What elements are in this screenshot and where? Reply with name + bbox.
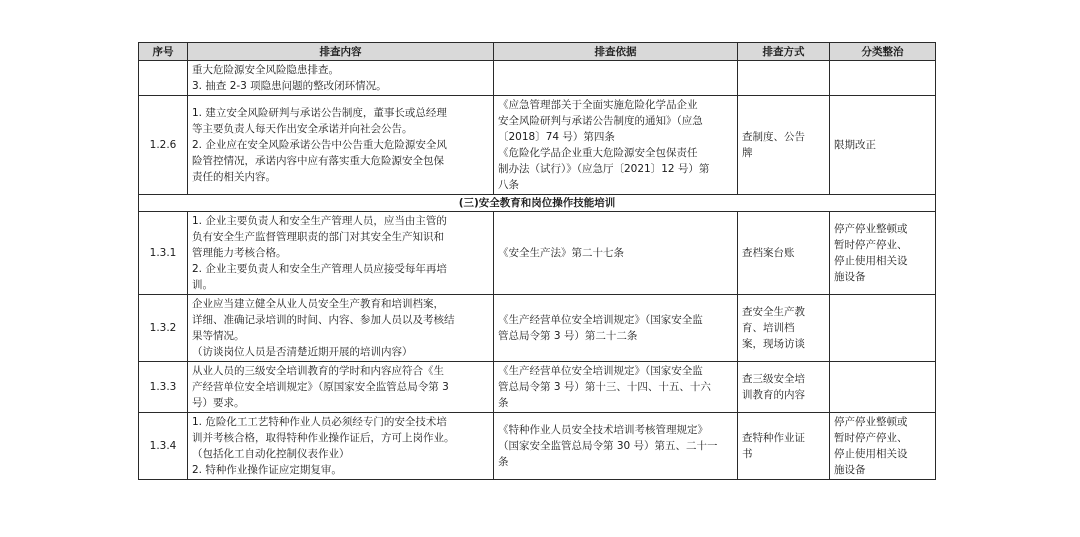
action-cell bbox=[830, 362, 936, 413]
basis-cell-line: （国家安全监管总局令第 30 号）第五、二十一 bbox=[498, 440, 718, 452]
basis-cell-line: 《生产经营单位安全培训规定》（国家安全监 bbox=[498, 365, 703, 377]
content-cell bbox=[188, 295, 494, 362]
method-cell bbox=[738, 295, 830, 362]
table-row bbox=[139, 96, 936, 195]
header-basis: 排查依据 bbox=[494, 43, 738, 61]
content-cell-line: 2. 特种作业操作证应定期复审。 bbox=[192, 464, 342, 476]
content-cell-line: 3. 抽查 2-3 项隐患问题的整改闭环情况。 bbox=[192, 80, 387, 92]
content-cell-line: 1. 危险化工工艺特种作业人员必须经专门的安全技术培 bbox=[192, 416, 447, 428]
action-cell bbox=[830, 96, 936, 195]
action-cell bbox=[830, 413, 936, 480]
basis-cell-line: 《安全生产法》第二十七条 bbox=[498, 247, 624, 259]
action-cell-line: 停产停业整顿或 bbox=[834, 416, 908, 428]
basis-cell-line: 条 bbox=[498, 397, 509, 409]
action-cell-line: 暂时停产停业、 bbox=[834, 432, 908, 444]
row-number bbox=[139, 61, 188, 96]
content-cell-line: 果等情况。 bbox=[192, 330, 245, 342]
content-cell-line: 2. 企业应在安全风险承诺公告中公告重大危险源安全风 bbox=[192, 139, 447, 151]
content-cell bbox=[188, 96, 494, 195]
action-cell bbox=[830, 61, 936, 96]
method-cell-line: 训教育的内容 bbox=[742, 389, 805, 401]
method-cell-line: 书 bbox=[742, 448, 753, 460]
basis-cell-line: 管总局令第 3 号）第十三、十四、十五、十六 bbox=[498, 381, 711, 393]
content-cell bbox=[188, 61, 494, 96]
table-header-row bbox=[139, 43, 936, 61]
content-cell-line: 产经营单位安全培训规定》（原国家安全监管总局令第 3 bbox=[192, 381, 449, 393]
method-cell bbox=[738, 413, 830, 480]
action-cell bbox=[830, 212, 936, 295]
action-cell-line: 施设备 bbox=[834, 271, 866, 283]
action-cell-line: 限期改正 bbox=[834, 139, 876, 151]
basis-cell-line: 《特种作业人员安全技术培训考核管理规定》 bbox=[498, 424, 708, 436]
action-cell-line: 停止使用相关设 bbox=[834, 255, 908, 267]
basis-cell-line: 〔2018〕74 号）第四条 bbox=[498, 131, 615, 143]
content-cell-line: 详细、准确记录培训的时间、内容、参加人员以及考核结 bbox=[192, 314, 455, 326]
row-number: 1.3.1 bbox=[139, 212, 188, 295]
content-cell-line: 训。 bbox=[192, 279, 213, 291]
basis-cell bbox=[494, 413, 738, 480]
row-number: 1.3.3 bbox=[139, 362, 188, 413]
content-cell-line: （访谈岗位人员是否清楚近期开展的培训内容） bbox=[192, 346, 413, 358]
action-cell-line: 暂时停产停业、 bbox=[834, 239, 908, 251]
header-method: 排查方式 bbox=[738, 43, 830, 61]
method-cell-line: 查特种作业证 bbox=[742, 432, 805, 444]
content-cell bbox=[188, 413, 494, 480]
inspection-table bbox=[138, 42, 936, 480]
content-cell-line: （包括化工自动化控制仪表作业） bbox=[192, 448, 350, 460]
content-cell-line: 号）要求。 bbox=[192, 397, 245, 409]
method-cell bbox=[738, 362, 830, 413]
content-cell-line: 训并考核合格，取得特种作业操作证后，方可上岗作业。 bbox=[192, 432, 455, 444]
row-number: 1.3.2 bbox=[139, 295, 188, 362]
basis-cell-line: 条 bbox=[498, 456, 509, 468]
content-cell-line: 管理能力考核合格。 bbox=[192, 247, 287, 259]
content-cell bbox=[188, 362, 494, 413]
basis-cell-line: 安全风险研判与承诺公告制度的通知》（应急 bbox=[498, 115, 703, 127]
basis-cell bbox=[494, 96, 738, 195]
content-cell-line: 2. 企业主要负责人和安全生产管理人员应接受每年再培 bbox=[192, 263, 447, 275]
content-cell-line: 险管控情况，承诺内容中应有落实重大危险源安全包保 bbox=[192, 155, 444, 167]
method-cell bbox=[738, 96, 830, 195]
method-cell-line: 牌 bbox=[742, 147, 753, 159]
table-row bbox=[139, 413, 936, 480]
content-cell-line: 责任的相关内容。 bbox=[192, 171, 276, 183]
content-cell bbox=[188, 212, 494, 295]
content-cell-line: 1. 企业主要负责人和安全生产管理人员，应当由主管的 bbox=[192, 215, 447, 227]
method-cell-line: 育、培训档 bbox=[742, 322, 795, 334]
action-cell bbox=[830, 295, 936, 362]
table-row bbox=[139, 61, 936, 96]
basis-cell-line: 《危险化学品企业重大危险源安全包保责任 bbox=[498, 147, 698, 159]
table-row bbox=[139, 212, 936, 295]
action-cell-line: 施设备 bbox=[834, 464, 866, 476]
method-cell-line: 案，现场访谈 bbox=[742, 338, 805, 350]
basis-cell bbox=[494, 362, 738, 413]
basis-cell-line: 八条 bbox=[498, 179, 519, 191]
method-cell-line: 查安全生产教 bbox=[742, 306, 805, 318]
method-cell bbox=[738, 61, 830, 96]
action-cell-line: 停止使用相关设 bbox=[834, 448, 908, 460]
method-cell bbox=[738, 212, 830, 295]
row-number: 1.2.6 bbox=[139, 96, 188, 195]
content-cell-line: 从业人员的三级安全培训教育的学时和内容应符合《生 bbox=[192, 365, 444, 377]
basis-cell bbox=[494, 212, 738, 295]
content-cell-line: 负有安全生产监督管理职责的部门对其安全生产知识和 bbox=[192, 231, 444, 243]
header-no: 序号 bbox=[139, 43, 188, 61]
method-cell-line: 查三级安全培 bbox=[742, 373, 805, 385]
header-content: 排查内容 bbox=[188, 43, 494, 61]
basis-cell-line: 《生产经营单位安全培训规定》（国家安全监 bbox=[498, 314, 703, 326]
basis-cell bbox=[494, 61, 738, 96]
table-row bbox=[139, 362, 936, 413]
method-cell-line: 查制度、公告 bbox=[742, 131, 805, 143]
content-cell-line: 等主要负责人每天作出安全承诺并向社会公告。 bbox=[192, 123, 413, 135]
method-cell-line: 查档案台账 bbox=[742, 247, 795, 259]
basis-cell-line: 制办法（试行）》（应急厅〔2021〕12 号）第 bbox=[498, 163, 710, 175]
basis-cell bbox=[494, 295, 738, 362]
basis-cell-line: 管总局令第 3 号）第二十二条 bbox=[498, 330, 638, 342]
content-cell-line: 企业应当建立健全从业人员安全生产教育和培训档案， bbox=[192, 298, 444, 310]
content-cell-line: 重大危险源安全风险隐患排查。 bbox=[192, 64, 339, 76]
basis-cell-line: 《应急管理部关于全面实施危险化学品企业 bbox=[498, 99, 698, 111]
action-cell-line: 停产停业整顿或 bbox=[834, 223, 908, 235]
header-action: 分类整治 bbox=[830, 43, 936, 61]
section-title: (三)安全教育和岗位操作技能培训 bbox=[139, 195, 936, 212]
table-row bbox=[139, 295, 936, 362]
row-number: 1.3.4 bbox=[139, 413, 188, 480]
content-cell-line: 1. 建立安全风险研判与承诺公告制度，董事长或总经理 bbox=[192, 107, 447, 119]
section-row bbox=[139, 195, 936, 212]
